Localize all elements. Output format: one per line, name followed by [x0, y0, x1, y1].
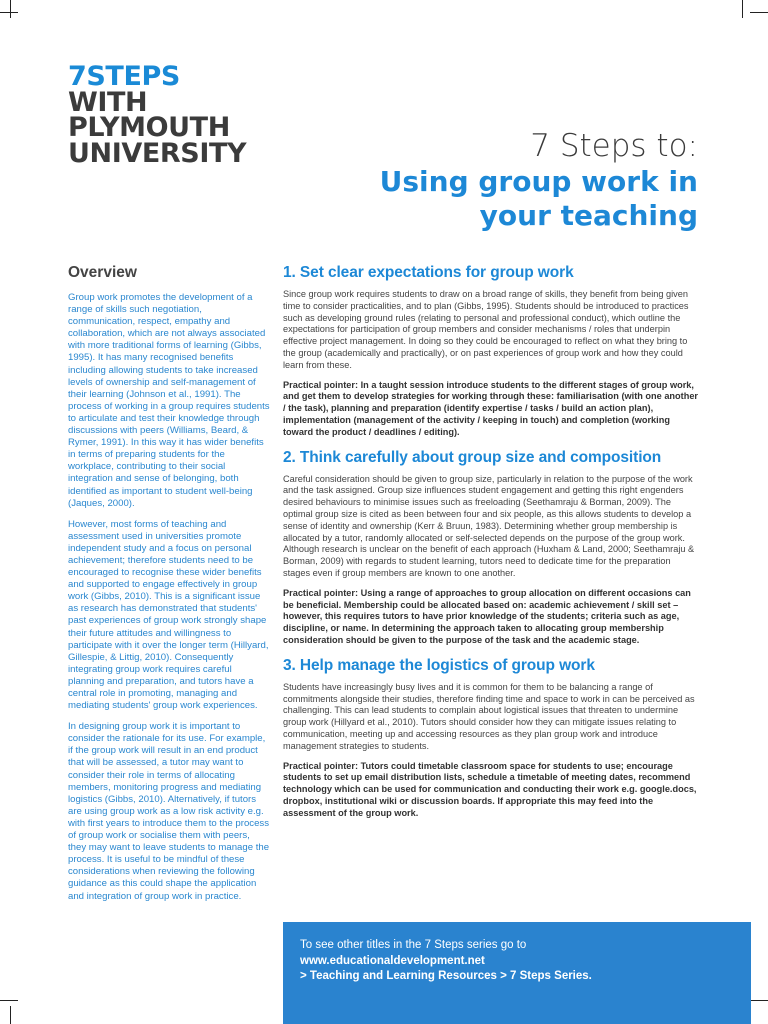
logo-line-3: PLYMOUTH: [68, 112, 230, 143]
step-section-3: [283, 657, 698, 820]
steps-column: [283, 264, 698, 829]
logo-line-2: WITH: [68, 86, 148, 118]
overview-heading: Overview: [68, 264, 137, 281]
headline-line-2: your teaching: [479, 199, 698, 232]
banner-intro: To see other titles in the 7 Steps series go to: [300, 939, 527, 951]
overview-paragraph: In designing group work it is important to consider the rationale for its use. For example, if the group work will result in an end product that will be assessed, a tutor may want to consider their role in terms of allocating members, monitoring progress and mediating logistics (Gibbs, 2010). Alternatively, if tutors are using group work as a low risk activity e.g. with first years to introduce them to the process of group work or socialise them with peers, they may want to leave students to manage the process. It is useful to be mindful of these considerations when reviewing the following guidance as this could shape the application and integration of group work in practice.: [68, 721, 270, 902]
practical-pointer: Practical pointer: Using a range of approaches to group allocation on different occasions can be beneficial. Membership could be allocated based on: academic achievement / skill set – however, this requires tutors to have prior knowledge of the students; criteria such as age, discipline, or name. In determining the approach taken to allocating group membership consideration should be given to the purpose of the task and the academic stage.: [283, 587, 691, 645]
step-heading: 1. Set clear expectations for group work: [283, 264, 574, 281]
overview-column: [68, 264, 270, 912]
overview-paragraph: However, most forms of teaching and assessment used in universities promote independent study and a focus on personal achievement; therefore students need to be encouraged to recognise these wider benefits and supported to engage effectively in group work (Gibbs, 2010). This is a significant issue as research has demonstrated that students' past experiences of group work strongly shape their future attitudes and willingness to participate with it over the longer term (Hillyard, Gillespie, & Littig, 2010). Consequently integrating group work requires careful planning and preparation, and tutors have a central role in promoting, managing and mediating students' group work experiences.: [68, 518, 269, 712]
crop-mark: [0, 12, 18, 13]
banner-link[interactable]: www.educationaldevelopment.net: [300, 954, 485, 967]
step-heading: 2. Think carefully about group size and composition: [283, 448, 662, 466]
crop-mark: [742, 0, 743, 18]
step-body: Students have increasingly busy lives and it is common for them to be balancing a range of commitments alongside their studies, therefore finding time and space to work in can be perceived as challenging. This can lead students to complain about logistical issues that threaten to undermine group work (Hillyard et al., 2010). Tutors should consider how they can mitigate issues relating to communication, meeting up and accessing resources as they plan group work and introduce management strategies to students.: [283, 681, 695, 751]
crop-mark: [750, 1000, 768, 1001]
university-logo: [68, 61, 247, 169]
step-section-2: [283, 449, 698, 647]
crop-mark: [10, 0, 11, 18]
title-headline: [380, 165, 698, 233]
practical-pointer: Practical pointer: In a taught session introduce students to the different stages of group work, and get them to develop strategies for working through these: familiarisation (with one another / the task), planning and preparation (identify expertise / tasks / build an action plan), implementation (management of the activity / keeping in touch) and completion (working toward the product / deadlines / editing).: [283, 379, 699, 437]
crop-mark: [10, 1006, 11, 1024]
step-body: Careful consideration should be given to group size, particularly in relation to the purpose of the work and the task assigned. Group size influences student engagement and getting this right engenders desired behaviours to minimise issues such as freeloading (Seethamraju & Borman, 2009). The optimal group size is cited as been between four and six people, as this allows students to develop a sense of identity and ownership (Kerr & Bruun, 1983). Determining whether group membership is allocated by a tutor, randomly allocated or self-selected depends on the purpose of the group work. Although research is unclear on the benefit of each approach (Huxham & Land, 2000; Seethamraju & Borman, 2009) with regards to student learning, tutors need to dedicate time for the preparation stages even if group members are known to one another.: [283, 473, 695, 578]
crop-mark: [0, 1000, 18, 1001]
overview-paragraph: Group work promotes the development of a range of skills such negotiation, communication, respect, empathy and collaboration, which are not always associated with more traditional forms of learning (Gibbs, 1995). It has many recognised benefits including allowing students to take increased levels of ownership and self-management of their learning (Johnson et al., 1991). The process of working in a group requires students to articulate and test their knowledge through discussions with peers (Williams, Beard, & Rymer, 1991). In this way it has wider benefits in terms of preparing students for the workplace, contributing to their social integration and sense of belonging, both identified as important to student well-being (Jaques, 2000).: [68, 292, 270, 509]
step-heading: 3. Help manage the logistics of group work: [283, 656, 595, 674]
banner-path: > Teaching and Learning Resources > 7 Steps Series.: [300, 970, 592, 982]
step-body: Since group work requires students to draw on a broad range of skills, they benefit from being given time to consider practicalities, and to plan (Gibbs, 1995). Students should be introduced to practices such as developing ground rules (relating to personal and professional conduct), which outline the expectations for participation of group members and consider mechanisms / roles that underpin effective project management. In doing so they could be encouraged to reflect on what they bring to the group (academically and practically), or on past experiences of group work and how they could learn from these.: [283, 289, 689, 370]
logo-line-4: UNIVERSITY: [68, 137, 247, 169]
step-section-1: [283, 264, 698, 439]
headline-line-1: Using group work in: [379, 165, 698, 198]
logo-line-1: 7STEPS: [68, 61, 180, 92]
crop-mark: [750, 12, 768, 13]
practical-pointer: Practical pointer: Tutors could timetable classroom space for students to use; encourage students to set up email distribution lists, schedule a timetable of meeting dates, recommend technology which can be used for communication and conducting their work e.g. google.docs, dropbox, institutional wiki or discussion boards. If appropriate this may feed into the assessment of the group work.: [283, 760, 697, 818]
series-banner: [283, 922, 751, 1024]
page-title: [380, 128, 698, 233]
title-kicker: 7 Steps to:: [530, 128, 698, 164]
